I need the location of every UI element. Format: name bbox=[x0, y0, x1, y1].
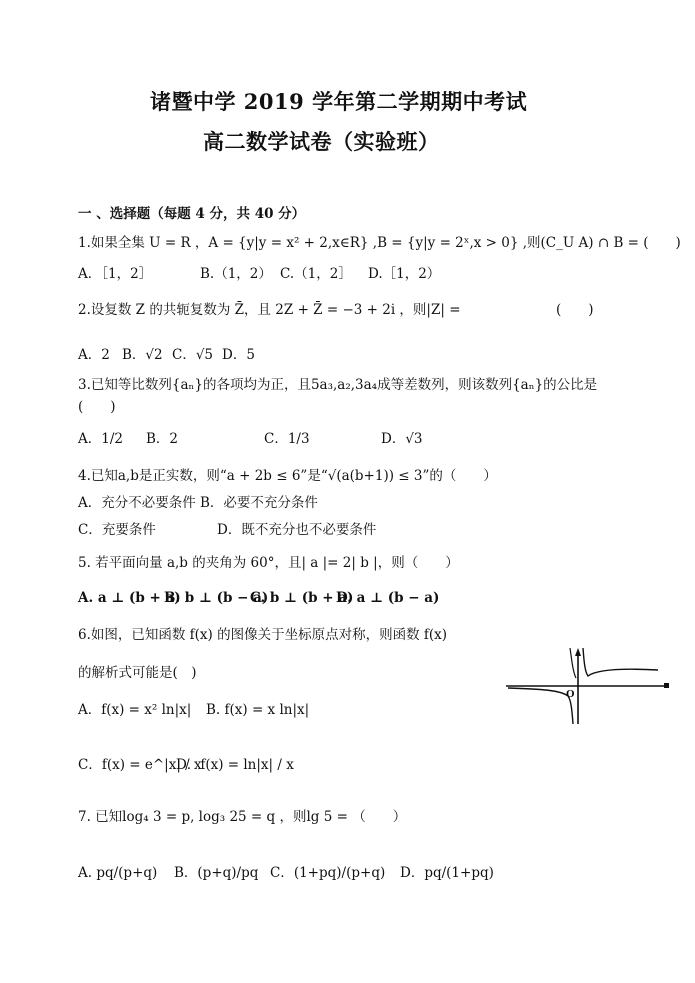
q2-option-d: D．5 bbox=[222, 347, 255, 363]
x-axis-arrow-icon bbox=[664, 683, 669, 688]
q1-option-b: B.（1，2） bbox=[200, 266, 272, 282]
q7-option-b: B．(p+q)/pq bbox=[174, 865, 259, 881]
q2-paren: ( ) bbox=[556, 302, 594, 318]
section-heading: 一 、选择题（每题 4 分，共 40 分） bbox=[78, 206, 306, 222]
q6-stem-line2: 的解析式可能是( ) bbox=[78, 665, 197, 681]
curve-left-branch bbox=[508, 688, 573, 724]
q2-option-a: A．2 bbox=[78, 347, 110, 363]
q3-option-a: A．1/2 bbox=[78, 431, 123, 447]
q6-option-b: B. f(x) = x ln|x| bbox=[206, 702, 310, 718]
q4-option-c: C．充要条件 bbox=[78, 522, 156, 538]
q3-stem: 3.已知等比数列{aₙ}的各项均为正，且5a₃,a₂,3a₄成等差数列，则该数列{aₙ}的公比是 bbox=[78, 377, 598, 393]
exam-title: 诸暨中学 2019 学年第二学期期中考试 bbox=[150, 89, 528, 114]
q7-option-a: A. pq/(p+q) bbox=[78, 865, 158, 881]
q3-stem-paren: ( ) bbox=[78, 399, 116, 415]
q6-stem: 6.如图，已知函数 f(x) 的图像关于坐标原点对称，则函数 f(x) bbox=[78, 627, 448, 643]
q3-option-d: D．√3 bbox=[381, 431, 423, 447]
q1-stem: 1.如果全集 U = R ，A = {y|y = x² + 2,x∈R} ,B = {y|y = 2ˣ,x > 0} ,则(C_U A) ∩ B = ( ) bbox=[78, 235, 681, 251]
q2-option-c: C．√5 bbox=[172, 347, 214, 363]
q3-option-c: C．1/3 bbox=[264, 431, 310, 447]
function-graph-figure bbox=[500, 648, 672, 728]
q7-option-c: C．(1+pq)/(p+q) bbox=[270, 865, 386, 881]
q5-option-b: B. b ⊥ (b − a) bbox=[164, 590, 269, 606]
q5-stem: 5. 若平面向量 a,b 的夹角为 60°，且| a |= 2| b |，则（ ） bbox=[78, 555, 459, 571]
q6-option-c: C．f(x) = e^|x| / x bbox=[78, 757, 202, 773]
q4-option-b: B．必要不充分条件 bbox=[200, 495, 318, 511]
q6-option-a: A．f(x) = x² ln|x| bbox=[78, 702, 192, 718]
q5-option-d: D. a ⊥ (b − a) bbox=[336, 590, 440, 606]
q4-stem: 4.已知a,b是正实数，则“a + 2b ≤ 6”是“√(a(b+1)) ≤ 3”的（ ） bbox=[78, 468, 497, 484]
q3-option-b: B．2 bbox=[146, 431, 179, 447]
q7-stem: 7. 已知log₄ 3 = p, log₃ 25 = q ，则lg 5 = （ ） bbox=[78, 809, 407, 825]
q2-option-b: B．√2 bbox=[122, 347, 163, 363]
q5-option-c: C. b ⊥ (b + a) bbox=[250, 590, 354, 606]
q7-option-d: D．pq/(1+pq) bbox=[400, 865, 494, 881]
curve-right-branch bbox=[583, 648, 658, 676]
curve-near-origin bbox=[570, 648, 576, 678]
q4-option-d: D．既不充分也不必要条件 bbox=[217, 522, 377, 538]
q4-option-a: A．充分不必要条件 bbox=[78, 495, 196, 511]
q1-option-c: C.（1，2］ bbox=[280, 266, 352, 282]
q2-stem: 2.设复数 Z 的共轭复数为 Z̄，且 2Z + Z̄ = −3 + 2i ，则|Z| = bbox=[78, 302, 461, 318]
y-axis-arrow-icon bbox=[575, 648, 581, 656]
q1-option-a: A．［1，2］ bbox=[78, 266, 153, 282]
q6-option-d: D．f(x) = ln|x| / x bbox=[176, 757, 294, 773]
q1-option-d: D.［1，2） bbox=[368, 266, 441, 282]
q5-option-a: A. a ⊥ (b + a) bbox=[78, 590, 181, 606]
exam-subtitle: 高二数学试卷（实验班） bbox=[203, 129, 440, 154]
origin-label: O bbox=[566, 688, 575, 700]
